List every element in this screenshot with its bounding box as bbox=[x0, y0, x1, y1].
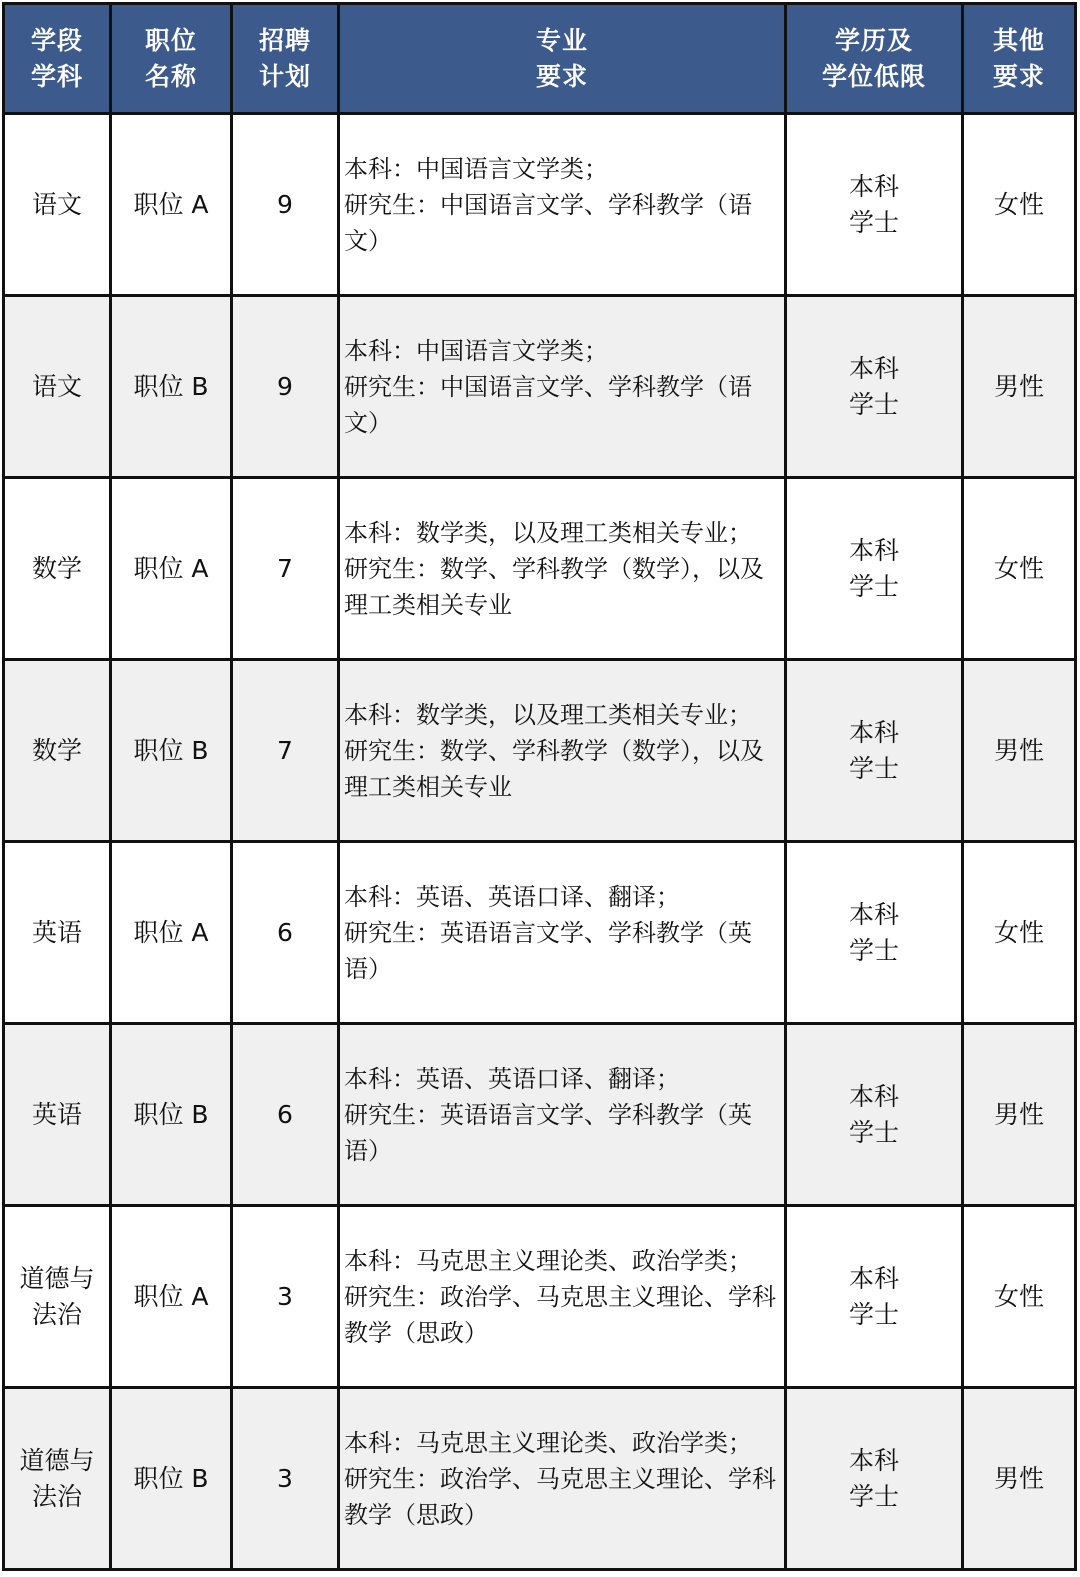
major-grad: 研究生：数学、学科教学（数学），以及理工类相关专业 bbox=[344, 554, 764, 619]
cell-position: 职位 B bbox=[111, 296, 232, 478]
cell-plan: 6 bbox=[232, 1024, 339, 1206]
cell-other: 男性 bbox=[963, 296, 1076, 478]
table-header bbox=[4, 4, 1076, 114]
cell-subject bbox=[4, 478, 111, 660]
cell-position: 职位 A bbox=[111, 842, 232, 1024]
degree-line: 本科 bbox=[848, 1263, 899, 1293]
cell-position: 职位 A bbox=[111, 478, 232, 660]
cell-major bbox=[339, 114, 786, 296]
cell-other: 女性 bbox=[963, 114, 1076, 296]
subject-line: 数学 bbox=[31, 553, 82, 583]
header-other bbox=[963, 4, 1076, 114]
degree-line: 本科 bbox=[848, 171, 899, 201]
cell-subject bbox=[4, 1388, 111, 1570]
subject-line: 道德与 bbox=[19, 1445, 95, 1475]
subject-line: 英语 bbox=[31, 1099, 82, 1129]
cell-subject bbox=[4, 842, 111, 1024]
major-undergrad: 本科：马克思主义理论类、政治学类； bbox=[344, 1246, 752, 1275]
cell-subject bbox=[4, 1024, 111, 1206]
subject-line: 语文 bbox=[31, 371, 82, 401]
subject-line: 法治 bbox=[31, 1299, 82, 1329]
major-grad: 研究生：数学、学科教学（数学），以及理工类相关专业 bbox=[344, 736, 764, 801]
header-label: 要求 bbox=[992, 61, 1045, 91]
table-row bbox=[4, 296, 1076, 478]
table-row bbox=[4, 1206, 1076, 1388]
major-undergrad: 本科：中国语言文学类； bbox=[344, 154, 608, 183]
cell-degree bbox=[786, 660, 963, 842]
cell-major bbox=[339, 1206, 786, 1388]
degree-line: 本科 bbox=[848, 535, 899, 565]
cell-position: 职位 B bbox=[111, 1024, 232, 1206]
header-degree bbox=[786, 4, 963, 114]
degree-line: 学士 bbox=[848, 935, 899, 965]
cell-degree bbox=[786, 1206, 963, 1388]
cell-degree bbox=[786, 842, 963, 1024]
degree-line: 本科 bbox=[848, 1081, 899, 1111]
cell-other: 女性 bbox=[963, 478, 1076, 660]
degree-line: 学士 bbox=[848, 1299, 899, 1329]
cell-degree bbox=[786, 1024, 963, 1206]
cell-plan: 9 bbox=[232, 296, 339, 478]
cell-position: 职位 A bbox=[111, 114, 232, 296]
cell-degree bbox=[786, 1388, 963, 1570]
cell-degree bbox=[786, 114, 963, 296]
header-subject bbox=[4, 4, 111, 114]
cell-subject bbox=[4, 114, 111, 296]
cell-subject bbox=[4, 296, 111, 478]
cell-major bbox=[339, 660, 786, 842]
header-position bbox=[111, 4, 232, 114]
header-major bbox=[339, 4, 786, 114]
cell-subject bbox=[4, 1206, 111, 1388]
header-label: 专业 bbox=[535, 25, 588, 55]
subject-line: 数学 bbox=[31, 735, 82, 765]
major-grad: 研究生：政治学、马克思主义理论、学科教学（思政） bbox=[344, 1464, 776, 1529]
degree-line: 学士 bbox=[848, 389, 899, 419]
header-label: 其他 bbox=[992, 25, 1045, 55]
header-plan bbox=[232, 4, 339, 114]
subject-line: 英语 bbox=[31, 917, 82, 947]
table-row bbox=[4, 660, 1076, 842]
cell-plan: 7 bbox=[232, 478, 339, 660]
cell-plan: 3 bbox=[232, 1388, 339, 1570]
major-grad: 研究生：英语语言文学、学科教学（英语） bbox=[344, 918, 752, 983]
major-undergrad: 本科：数学类，以及理工类相关专业； bbox=[344, 700, 752, 729]
header-label: 学科 bbox=[30, 61, 83, 91]
major-grad: 研究生：英语语言文学、学科教学（英语） bbox=[344, 1100, 752, 1165]
degree-line: 学士 bbox=[848, 753, 899, 783]
table-row bbox=[4, 478, 1076, 660]
table-row bbox=[4, 1024, 1076, 1206]
cell-other: 男性 bbox=[963, 1024, 1076, 1206]
cell-plan: 3 bbox=[232, 1206, 339, 1388]
table-row bbox=[4, 114, 1076, 296]
cell-position: 职位 B bbox=[111, 660, 232, 842]
cell-major bbox=[339, 296, 786, 478]
major-undergrad: 本科：英语、英语口译、翻译； bbox=[344, 882, 680, 911]
major-grad: 研究生：中国语言文学、学科教学（语文） bbox=[344, 372, 752, 437]
major-undergrad: 本科：数学类，以及理工类相关专业； bbox=[344, 518, 752, 547]
cell-major bbox=[339, 478, 786, 660]
cell-plan: 7 bbox=[232, 660, 339, 842]
cell-other: 女性 bbox=[963, 1206, 1076, 1388]
cell-other: 男性 bbox=[963, 1388, 1076, 1570]
major-undergrad: 本科：英语、英语口译、翻译； bbox=[344, 1064, 680, 1093]
degree-line: 本科 bbox=[848, 1445, 899, 1475]
major-undergrad: 本科：中国语言文学类； bbox=[344, 336, 608, 365]
header-label: 计划 bbox=[258, 61, 311, 91]
major-grad: 研究生：中国语言文学、学科教学（语文） bbox=[344, 190, 752, 255]
cell-major bbox=[339, 1388, 786, 1570]
cell-major bbox=[339, 842, 786, 1024]
cell-position: 职位 A bbox=[111, 1206, 232, 1388]
header-label: 招聘 bbox=[258, 25, 311, 55]
table-row bbox=[4, 842, 1076, 1024]
degree-line: 本科 bbox=[848, 717, 899, 747]
subject-line: 道德与 bbox=[19, 1263, 95, 1293]
degree-line: 学士 bbox=[848, 1117, 899, 1147]
degree-line: 学士 bbox=[848, 1481, 899, 1511]
table-row bbox=[4, 1388, 1076, 1570]
degree-line: 学士 bbox=[848, 207, 899, 237]
subject-line: 语文 bbox=[31, 189, 82, 219]
subject-line: 法治 bbox=[31, 1481, 82, 1511]
header-label: 职位 bbox=[144, 25, 197, 55]
degree-line: 本科 bbox=[848, 353, 899, 383]
cell-degree bbox=[786, 296, 963, 478]
cell-degree bbox=[786, 478, 963, 660]
header-label: 要求 bbox=[535, 61, 588, 91]
header-row bbox=[4, 4, 1076, 114]
cell-major bbox=[339, 1024, 786, 1206]
cell-other: 女性 bbox=[963, 842, 1076, 1024]
cell-plan: 6 bbox=[232, 842, 339, 1024]
header-label: 学段 bbox=[30, 25, 83, 55]
cell-plan: 9 bbox=[232, 114, 339, 296]
major-undergrad: 本科：马克思主义理论类、政治学类； bbox=[344, 1428, 752, 1457]
cell-position: 职位 B bbox=[111, 1388, 232, 1570]
major-grad: 研究生：政治学、马克思主义理论、学科教学（思政） bbox=[344, 1282, 776, 1347]
degree-line: 本科 bbox=[848, 899, 899, 929]
cell-subject bbox=[4, 660, 111, 842]
degree-line: 学士 bbox=[848, 571, 899, 601]
header-label: 学位低限 bbox=[821, 61, 926, 91]
cell-other: 男性 bbox=[963, 660, 1076, 842]
header-label: 学历及 bbox=[834, 25, 913, 55]
header-label: 名称 bbox=[144, 61, 197, 91]
recruitment-table bbox=[2, 2, 1077, 1571]
table-body bbox=[4, 114, 1076, 1570]
